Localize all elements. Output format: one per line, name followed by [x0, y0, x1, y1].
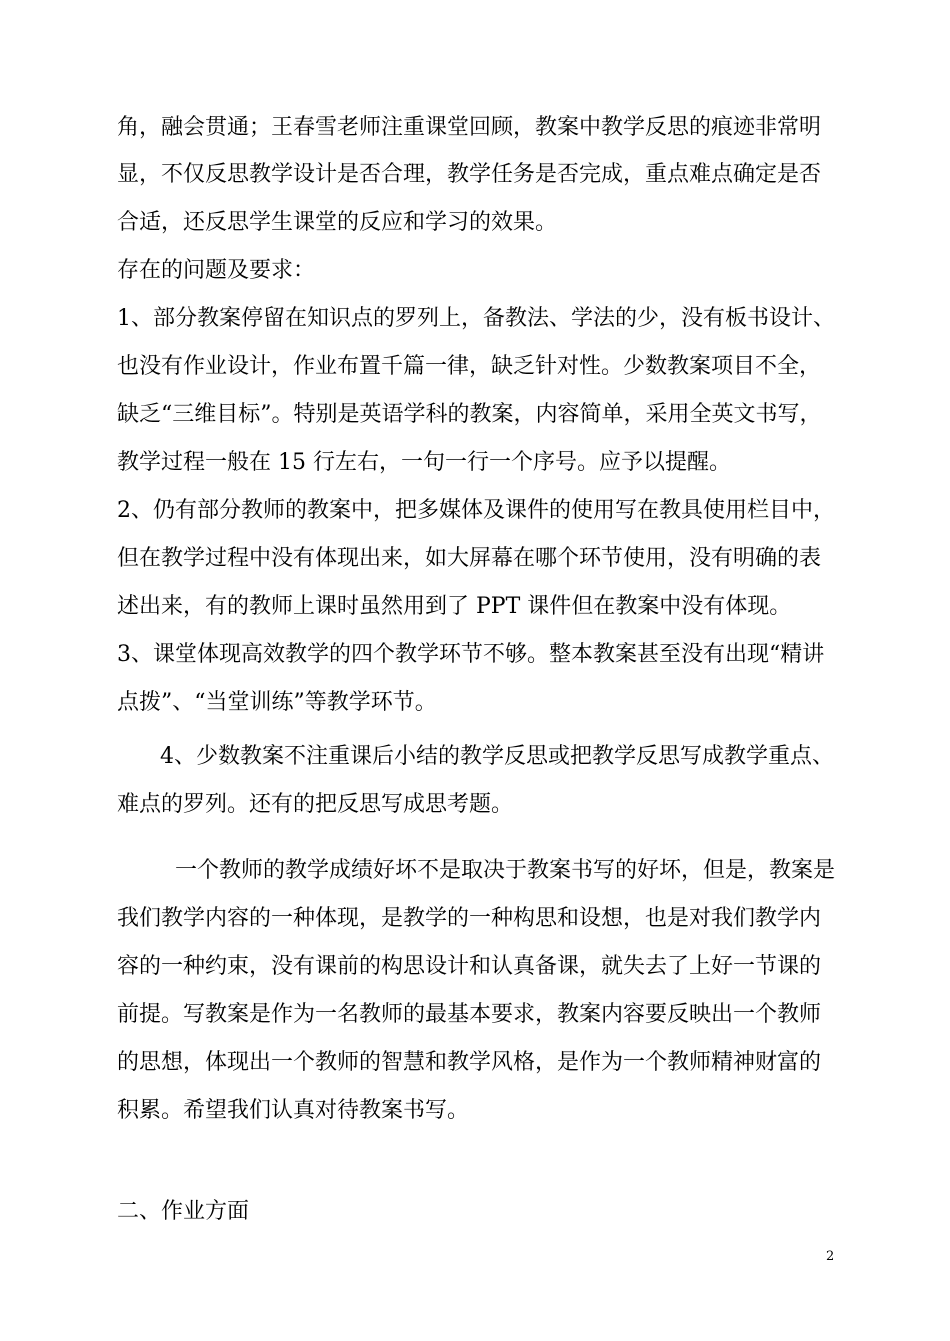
text-line: 述出来，有的教师上课时虽然用到了 PPT 课件但在教案中没有体现。 — [117, 594, 792, 619]
text-line: 一个教师的教学成绩好坏不是取决于教案书写的好坏，但是，教案是 — [175, 858, 836, 883]
text-line: 也没有作业设计，作业布置千篇一律，缺乏针对性。少数教案项目不全， — [117, 354, 822, 379]
text-line: 显，不仅反思教学设计是否合理，教学任务是否完成，重点难点确定是否 — [117, 162, 822, 187]
text-line: 合适，还反思学生课堂的反应和学习的效果。 — [117, 210, 558, 235]
text-line: 4、少数教案不注重课后小结的教学反思或把教学反思写成教学重点、 — [160, 744, 834, 769]
text-line: 容的一种约束，没有课前的构思设计和认真备课，就失去了上好一节课的 — [117, 954, 822, 979]
text-line: 的思想，体现出一个教师的智慧和教学风格，是作为一个教师精神财富的 — [117, 1050, 822, 1075]
text-line: 前提。写教案是作为一名教师的最基本要求，教案内容要反映出一个教师 — [117, 1002, 822, 1027]
text-line: 3、课堂体现高效教学的四个教学环节不够。整本教案甚至没有出现“精讲 — [117, 642, 825, 667]
section-heading: 存在的问题及要求： — [117, 258, 316, 283]
text-line: 教学过程一般在 15 行左右，一句一行一个序号。应予以提醒。 — [117, 450, 731, 475]
text-line: 角，融会贯通；王春雪老师注重课堂回顾，教案中教学反思的痕迹非常明 — [117, 115, 822, 140]
text-line: 1、部分教案停留在知识点的罗列上，备教法、学法的少，没有板书设计、 — [117, 306, 835, 331]
page-number: 2 — [826, 1249, 835, 1264]
text-line: 点拨”、“当堂训练”等教学环节。 — [117, 690, 437, 715]
text-line: 积累。希望我们认真对待教案书写。 — [117, 1098, 470, 1123]
text-line: 难点的罗列。还有的把反思写成思考题。 — [117, 792, 514, 817]
text-line: 我们教学内容的一种体现，是教学的一种构思和设想，也是对我们教学内 — [117, 906, 822, 931]
text-line: 缺乏“三维目标”。特别是英语学科的教案，内容简单，采用全英文书写， — [117, 402, 822, 427]
text-line: 2、仍有部分教师的教案中，把多媒体及课件的使用写在教具使用栏目中， — [117, 498, 835, 523]
section-heading: 二、作业方面 — [117, 1199, 250, 1224]
text-line: 但在教学过程中没有体现出来，如大屏幕在哪个环节使用，没有明确的表 — [117, 546, 822, 571]
